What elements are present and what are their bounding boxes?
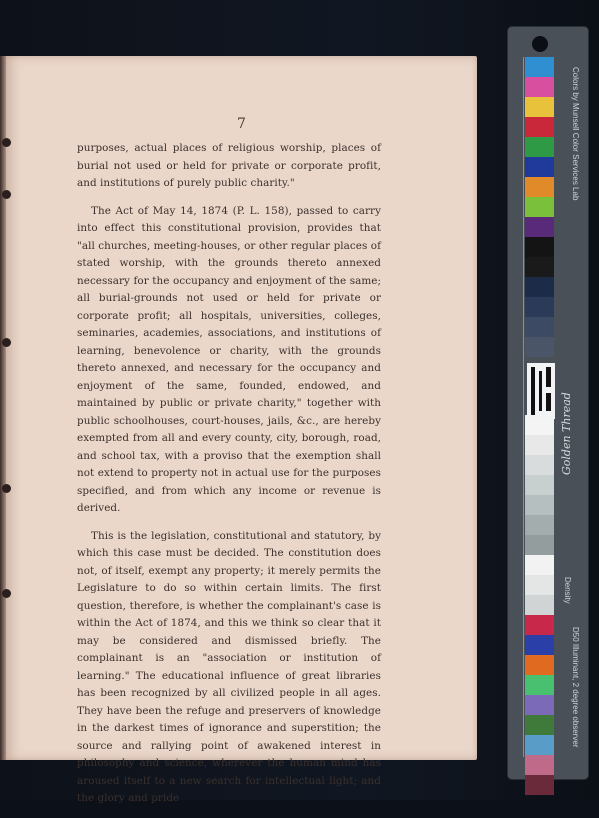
color-swatch xyxy=(525,337,554,357)
color-swatch xyxy=(525,197,554,217)
page-number: 7 xyxy=(237,116,246,132)
color-swatch xyxy=(525,735,554,755)
color-swatch xyxy=(525,715,554,735)
color-swatch xyxy=(525,317,554,337)
color-swatch xyxy=(525,615,554,635)
paragraph-2: The Act of May 14, 1874 (P. L. 158), passed to carry into effect this constitutional provision, provides that "all churches, meeting-houses, or other regular places of stated worship, with the grounds thereto annexed necessary for the occupancy and enjoyment of the same; all burial-grounds not used or held for private or corporate profit; all hospitals, universities, colleges, seminaries, academies, associations, and institutions of learning, benevolence or charity, with the grounds thereto annexed, and necessary for the occupancy and enjoyment of the same, founded, endowed, and maintained by public or private charity," together with public schoolhouses, court-houses, jails, &c., are hereby exempted from all and every county, city, borough, road, and school tax, with a proviso that the exemption shall not extend to property not in actual use for the purposes specified, and from which any income or revenue is derived. xyxy=(77,204,381,514)
binding-hole xyxy=(2,484,11,493)
ruler-scale xyxy=(512,57,524,757)
color-swatch xyxy=(525,137,554,157)
color-swatch xyxy=(525,475,554,495)
color-swatch xyxy=(525,57,554,77)
color-swatch xyxy=(525,535,554,555)
color-swatch xyxy=(525,675,554,695)
color-swatch xyxy=(525,77,554,97)
color-swatch xyxy=(525,257,554,277)
color-calibration-target xyxy=(508,27,588,779)
color-swatch xyxy=(525,157,554,177)
golden-thread-label: Golden Thread xyxy=(560,392,573,475)
color-swatch xyxy=(525,575,554,595)
body-text xyxy=(77,140,381,818)
binding-hole xyxy=(2,138,11,147)
target-code-block xyxy=(527,363,555,419)
binding-hole xyxy=(2,589,11,598)
color-swatch xyxy=(525,435,554,455)
color-swatch xyxy=(525,555,554,575)
color-swatch xyxy=(525,217,554,237)
color-swatch xyxy=(525,595,554,615)
color-swatch xyxy=(525,755,554,775)
color-swatch xyxy=(525,297,554,317)
color-swatch xyxy=(525,695,554,715)
illuminant-text: D50 Illuminant, 2 degree observer xyxy=(571,627,580,748)
paragraph-3: This is the legislation, constitutional and statutory, by which this case must be decided. The constitution does not, of itself, exempt any property; it merely permits the Legislature to do so within certain limits. The first question, therefore, is whether the complainant's case is within the Act of 1874, and this we think so clear that it may be considered and dismissed briefly. The complainant is an "association or institution of learning." The educational influence of great libraries has been recognized by all civilized people in all ages. They have been the refuge and preservers of knowledge in the darkest times of ignorance and superstition; the source and rallying point of awakened interest in philosophy and science, wherever the human mind has aroused itself to a new search for intellectual light; and the glory and pride xyxy=(77,529,381,804)
paragraph-1: purposes, actual places of religious worship, places of burial not used or held for private or corporate profit, and institutions of purely public charity." xyxy=(77,142,381,189)
color-swatch xyxy=(525,117,554,137)
color-swatch xyxy=(525,177,554,197)
color-swatch xyxy=(525,495,554,515)
density-label: Density xyxy=(563,577,572,604)
document-page xyxy=(6,56,477,804)
color-swatch xyxy=(525,455,554,475)
target-hole xyxy=(532,36,548,52)
color-swatch xyxy=(525,97,554,117)
color-swatch xyxy=(525,515,554,535)
color-swatch xyxy=(525,775,554,795)
brand-text: Colors by Munsell Color Services Lab xyxy=(571,67,580,201)
binding-hole xyxy=(2,338,11,347)
swatch-column xyxy=(525,57,554,795)
color-swatch xyxy=(525,655,554,675)
color-swatch xyxy=(525,277,554,297)
color-swatch xyxy=(525,635,554,655)
binding-hole xyxy=(2,190,11,199)
color-swatch xyxy=(525,237,554,257)
